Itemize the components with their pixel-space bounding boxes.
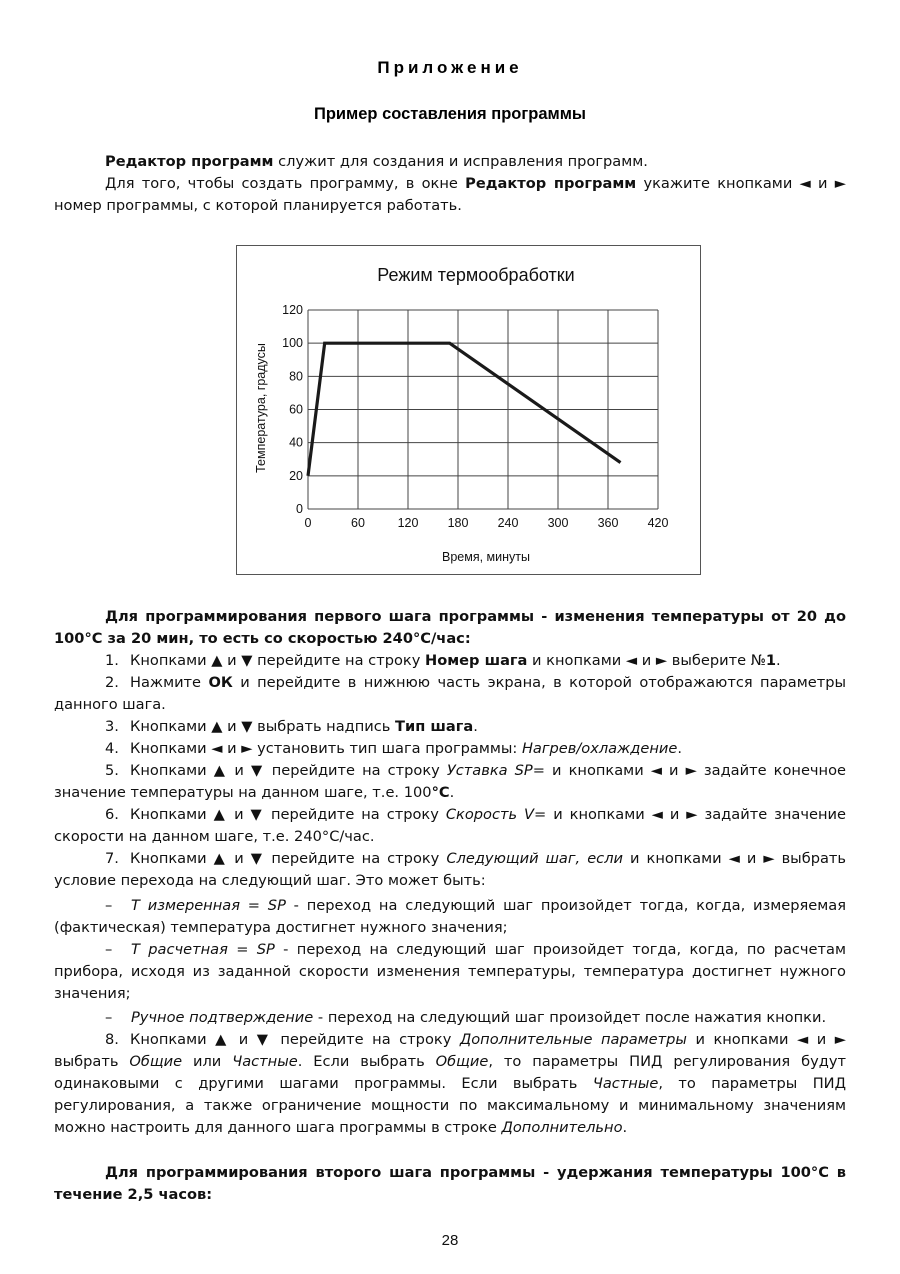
list-number: 7. [105,850,119,867]
list-item-7 [54,848,846,892]
item-italic: T расчетная = SP [131,941,275,958]
x-tick-label: 60 [351,516,365,530]
dash-item-3 [54,1007,846,1029]
list-dash: – [105,1009,113,1026]
x-axis-label: Время, минуты [442,550,530,564]
item-italic: Частные [592,1075,659,1092]
dash-item-1 [54,895,846,939]
y-tick-label: 80 [289,369,303,384]
x-tick-label: 180 [447,516,469,530]
chart-grid [308,310,658,509]
y-tick-label: 60 [289,402,303,417]
item-text: . [622,1119,628,1136]
x-tick-label: 300 [547,516,569,530]
item-italic: Ручное подтверждение [131,1009,314,1026]
y-axis-label: Температура, градусы [254,343,268,473]
y-tick-label: 120 [282,303,303,317]
item-text: и кнопками ◄ и ► выбрать [54,1031,846,1070]
x-tick-label: 0 [304,516,312,530]
intro-text: Для того, чтобы создать программу, в окне [105,175,466,192]
list-item-6 [54,804,846,848]
item-italic: Уставка SP= [446,762,545,779]
item-text: . [449,784,455,801]
step2-heading-text: Для программирования второго шага программы - удержания температуры 100°С в течение 2,5 часов: [54,1164,846,1203]
item-text: , то параметры ПИД регулирования будут одинаковыми с другими шагами программы. Если выбрать [54,1053,846,1092]
x-tick-label: 360 [597,516,619,530]
list-item-2 [54,672,846,716]
x-tick-label: 420 [647,516,669,530]
item-italic: Скорость V= [445,806,547,823]
item-italic: Дополнительно [501,1119,623,1136]
intro-bold-term: Редактор программ [105,153,274,170]
step2-heading [54,1162,846,1206]
step1-heading-text: Для программирования первого шага программы - изменения температуры от 20 до 100°С за 20 мин, то есть со скоростью 240°С/час: [54,608,846,647]
intro-paragraph-1 [54,151,846,173]
chart-ticks [282,303,668,530]
list-dash: – [105,941,113,958]
item-text: Кнопками ▲ и ▼ перейдите на строку [130,762,447,779]
item-text: . [776,652,781,669]
y-tick-label: 0 [296,502,303,516]
y-tick-label: 100 [282,336,303,351]
chart-title: Режим термообработки [377,265,575,285]
x-tick-label: 240 [497,516,519,530]
list-number: 2. [105,674,119,691]
item-text: - переход на следующий шаг произойдет после нажатия кнопки. [313,1009,827,1026]
list-number: 6. [105,806,119,823]
item-text: и кнопками ◄ и ► задайте значение скорости на данном шаге, т.е. 240°С/час. [54,806,846,845]
item-bold: Номер шага [424,652,528,669]
item-text: . Если выбрать [297,1053,436,1070]
item-italic: Общие [435,1053,489,1070]
item-text: , то параметры ПИД регулирования, а также ограничение мощности по максимальному и минимальному значениям можно настроить для данного шага программы в строке [54,1075,846,1136]
y-tick-label: 20 [289,468,303,483]
step1-heading [54,606,846,650]
item-text: и кнопками ◄ и ► выбрать условие перехода на следующий шаг. Это может быть: [54,850,847,889]
item-text: . [677,740,682,757]
item-text: Кнопками ▲ и ▼ перейдите на строку [130,1031,460,1048]
list-item-1 [54,650,846,672]
list-item-8 [54,1029,846,1139]
list-number: 3. [105,718,119,735]
item-text: - переход на следующий шаг произойдет тогда, когда, измеряемая (фактическая) температура достигнет нужного значения; [54,897,846,936]
appendix-heading: Приложение [377,58,523,77]
item-italic: T измеренная = SP [131,897,286,914]
chart-svg [237,246,700,574]
item-bold: 1 [765,652,777,669]
list-dash: – [105,897,113,914]
item-text: . [473,718,478,735]
item-text: Нажмите [130,674,209,691]
item-text: - переход на следующий шаг произойдет тогда, когда, по расчетам прибора, исходя из заданной скорости изменения температуры, температура достигнет нужного значения; [54,941,846,1002]
page-number: 28 [441,1232,459,1249]
item-text: или [182,1053,233,1070]
list-item-5 [54,760,846,804]
section-subtitle: Пример составления программы [313,105,587,123]
item-text: Кнопками ◄ и ► установить тип шага программы: [130,740,522,757]
y-tick-label: 40 [289,435,303,450]
dash-item-2 [54,939,846,1005]
intro-text: служит для создания и исправления программ. [273,153,648,170]
item-italic: Частные [232,1053,298,1070]
item-text: и кнопками ◄ и ► выберите № [527,652,766,669]
list-number: 8. [105,1031,119,1048]
temperature-chart [236,245,701,575]
intro-paragraph-2 [54,173,846,217]
item-bold: Тип шага [395,718,474,735]
item-text: Кнопками ▲ и ▼ перейдите на строку [130,652,425,669]
x-tick-label: 120 [397,516,419,530]
intro-text: укажите кнопками ◄ и ► номер программы, с которой планируется работать. [54,175,846,214]
item-bold: ОК [208,674,233,691]
list-item-3 [54,716,846,738]
list-number: 5. [105,762,119,779]
item-bold: °С [431,784,450,801]
list-item-4 [54,738,846,760]
item-text: Кнопками ▲ и ▼ выбрать надпись [130,718,396,735]
list-number: 1. [105,652,119,669]
intro-bold-term: Редактор программ [465,175,637,192]
item-text: и перейдите в нижнюю часть экрана, в которой отображаются параметры данного шага. [54,674,846,713]
item-italic: Нагрев/охлаждение [521,740,678,757]
item-italic: Дополнительные параметры [459,1031,687,1048]
item-text: Кнопками ▲ и ▼ перейдите на строку [130,806,446,823]
item-italic: Общие [129,1053,183,1070]
item-text: и кнопками ◄ и ► задайте конечное значение температуры на данном шаге, т.е. 100 [54,762,846,801]
item-italic: Следующий шаг, если [446,850,624,867]
list-number: 4. [105,740,119,757]
item-text: Кнопками ▲ и ▼ перейдите на строку [130,850,447,867]
